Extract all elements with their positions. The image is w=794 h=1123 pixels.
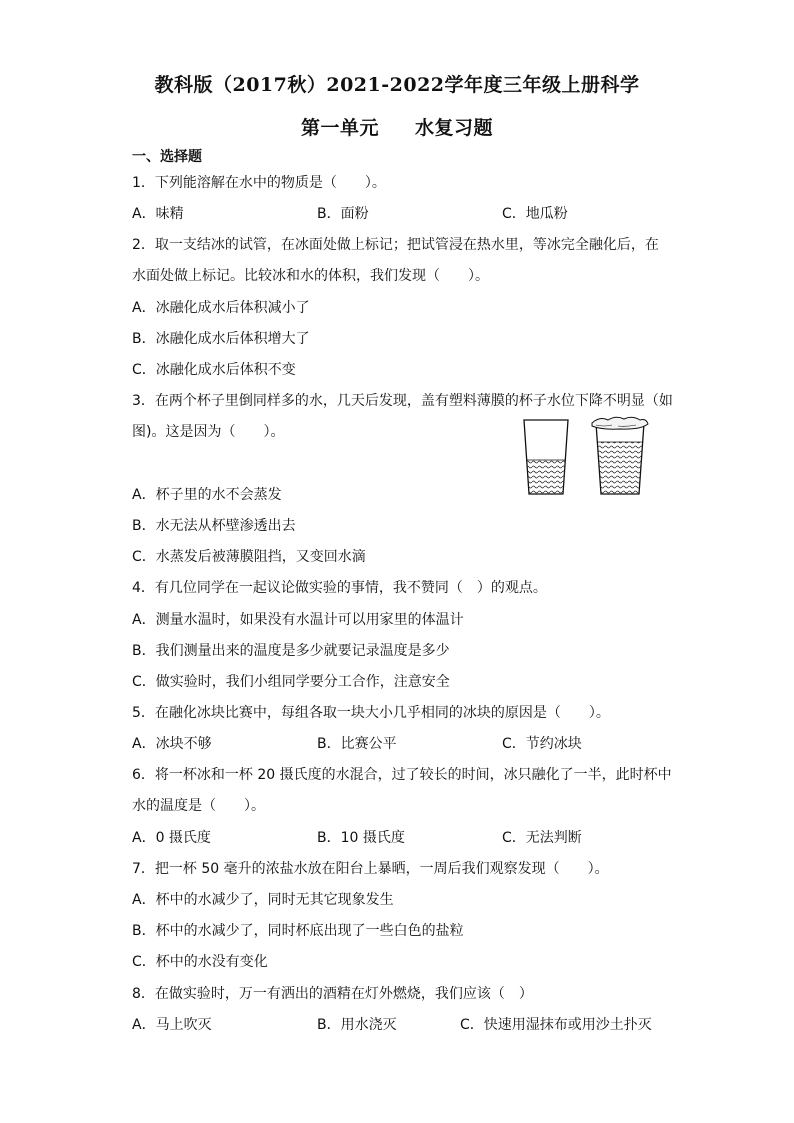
question-6-option-b[interactable]: B．10 摄氏度 [317, 830, 405, 846]
question-2-stem-line1: 2．取一支结冰的试管，在冰面处做上标记；把试管浸在热水里，等冰完全融化后，在 [132, 237, 659, 253]
uncovered-cup [524, 420, 568, 494]
question-3-stem-line2: 图)。这是因为（ ）。 [132, 424, 285, 440]
question-6-stem-line2: 水的温度是（ ）。 [132, 798, 265, 814]
question-3-option-c[interactable]: C．水蒸发后被薄膜阻挡，又变回水滴 [132, 549, 366, 565]
question-4-option-a[interactable]: A．测量水温时，如果没有水温计可以用家里的体温计 [132, 612, 464, 628]
question-3-stem-line1: 3．在两个杯子里倒同样多的水，几天后发现，盖有塑料薄膜的杯子水位下降不明显（如 [132, 393, 673, 409]
two-cups-figure [520, 414, 660, 500]
question-6-option-c[interactable]: C．无法判断 [502, 830, 582, 846]
question-2-stem-line2: 水面处做上标记。比较冰和水的体积，我们发现（ ）。 [132, 268, 489, 284]
question-6-option-a[interactable]: A．0 摄氏度 [132, 830, 211, 846]
question-2-option-b[interactable]: B．冰融化成水后体积增大了 [132, 331, 310, 347]
question-1-option-a[interactable]: A．味精 [132, 206, 184, 222]
question-4-option-c[interactable]: C．做实验时，我们小组同学要分工合作，注意安全 [132, 674, 450, 690]
question-5-option-a[interactable]: A．冰块不够 [132, 736, 212, 752]
question-4-option-b[interactable]: B．我们测量出来的温度是多少就要记录温度是多少 [132, 643, 450, 659]
question-7-option-c[interactable]: C．杯中的水没有变化 [132, 954, 268, 970]
question-2-option-c[interactable]: C．冰融化成水后体积不变 [132, 362, 296, 378]
question-7-option-b[interactable]: B．杯中的水减少了，同时杯底出现了一些白色的盐粒 [132, 923, 464, 939]
question-8-option-a[interactable]: A．马上吹灭 [132, 1017, 212, 1033]
film-covered-cup [592, 417, 648, 494]
unit-subtitle: 水复习题 [415, 117, 494, 139]
question-7-stem: 7．把一杯 50 毫升的浓盐水放在阳台上暴晒，一周后我们观察发现（ ）。 [132, 861, 609, 877]
question-1-option-b[interactable]: B．面粉 [317, 206, 369, 222]
question-4-stem: 4．有几位同学在一起议论做实验的事情，我不赞同（ ）的观点。 [132, 580, 547, 596]
section-heading: 一、选择题 [132, 149, 202, 165]
question-8-option-c[interactable]: C．快速用湿抹布或用沙土扑灭 [460, 1017, 652, 1033]
question-1-option-c[interactable]: C．地瓜粉 [502, 206, 568, 222]
question-6-stem-line1: 6．将一杯冰和一杯 20 摄氏度的水混合，过了较长的时间，冰只融化了一半，此时杯中 [132, 767, 672, 783]
question-1-stem: 1．下列能溶解在水中的物质是（ ）。 [132, 175, 386, 191]
question-3-option-b[interactable]: B．水无法从杯壁渗透出去 [132, 518, 296, 534]
question-5-option-c[interactable]: C．节约冰块 [502, 736, 582, 752]
question-7-option-a[interactable]: A．杯中的水减少了，同时无其它现象发生 [132, 892, 394, 908]
question-3-option-a[interactable]: A．杯子里的水不会蒸发 [132, 487, 282, 503]
question-8-option-b[interactable]: B．用水浇灭 [317, 1017, 397, 1033]
unit-title [0, 113, 794, 140]
document-title: 教科版（2017秋）2021-2022学年度三年级上册科学 [154, 74, 640, 96]
question-5-option-b[interactable]: B．比赛公平 [317, 736, 397, 752]
unit-label: 第一单元 [300, 117, 379, 139]
question-5-stem: 5．在融化冰块比赛中，每组各取一块大小几乎相同的冰块的原因是（ ）。 [132, 705, 610, 721]
question-8-stem: 8．在做实验时，万一有洒出的酒精在灯外燃烧，我们应该（ ） [132, 986, 533, 1002]
question-2-option-a[interactable]: A．冰融化成水后体积减小了 [132, 300, 310, 316]
